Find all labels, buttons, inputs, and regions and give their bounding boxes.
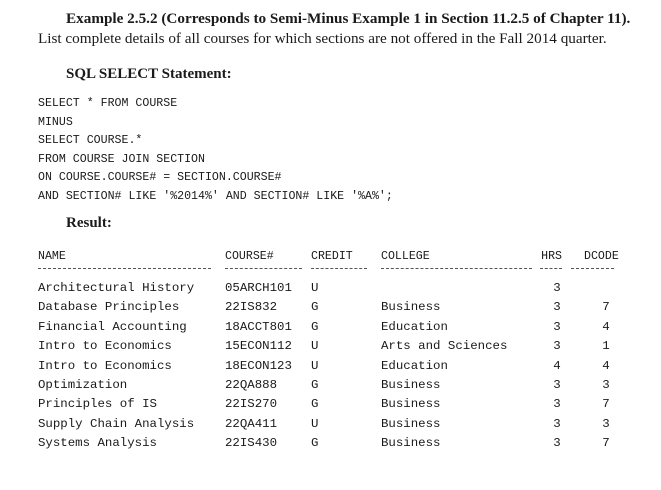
sql-line: SELECT * FROM COURSE (38, 97, 178, 110)
example-title: Example 2.5.2 (Corresponds to Semi-Minus Example 1 in Section 11.2.5 of Chapter 11). (66, 10, 631, 27)
table-cell: 3 (553, 281, 561, 295)
column-header: NAME (38, 250, 66, 263)
table-cell: Intro to Economics (38, 358, 172, 373)
table-cell: 18ECON123 (225, 358, 292, 373)
table-cell: 1 (602, 339, 610, 354)
table-cell: 18ACCT801 (225, 319, 292, 334)
table-cell: G (311, 397, 319, 412)
table-cell: 3 (553, 397, 561, 412)
table-cell: 3 (602, 416, 610, 431)
table-cell: Education (381, 358, 448, 373)
table-cell: 05ARCH101 (225, 281, 292, 295)
table-cell: Financial Accounting (38, 319, 187, 334)
column-header: HRS (541, 250, 562, 263)
table-cell: 4 (553, 358, 561, 373)
table-cell: 22IS270 (225, 397, 278, 412)
table-cell: Optimization (38, 378, 128, 392)
column-divider (311, 268, 367, 269)
table-cell: 22QA411 (225, 416, 278, 431)
table-cell: 22QA888 (225, 378, 278, 392)
table-cell: G (311, 436, 319, 451)
column-divider (38, 268, 211, 269)
column-header: COLLEGE (381, 250, 430, 263)
table-cell: 4 (602, 358, 610, 373)
column-header: CREDIT (311, 250, 353, 263)
table-cell: Arts and Sciences (381, 339, 508, 354)
table-cell: Principles of IS (38, 397, 157, 412)
example-description: List complete details of all courses for which sections are not offered in the Fall 2014 quarter. (38, 29, 607, 47)
sql-label: SQL SELECT Statement: (66, 66, 232, 82)
sql-code-block (38, 95, 393, 207)
table-cell: 22IS832 (225, 300, 278, 315)
column-divider (571, 268, 614, 269)
sql-line: ON COURSE.COURSE# = SECTION.COURSE# (38, 171, 282, 185)
table-cell: U (311, 281, 319, 295)
column-divider (225, 268, 302, 269)
table-cell: 3 (553, 378, 561, 392)
sql-line: FROM COURSE JOIN SECTION (38, 152, 205, 166)
sql-line: MINUS (38, 115, 73, 129)
table-cell: G (311, 300, 319, 315)
table-cell: 4 (602, 319, 610, 334)
table-cell: Systems Analysis (38, 436, 157, 451)
table-cell: 7 (602, 436, 610, 451)
table-cell: G (311, 378, 319, 392)
table-cell: 22IS430 (225, 436, 278, 451)
table-cell: G (311, 319, 319, 334)
table-cell: Business (381, 416, 441, 431)
table-cell: 3 (553, 300, 561, 315)
sql-line: SELECT COURSE.* (38, 134, 143, 148)
table-cell: 7 (602, 397, 610, 412)
column-divider (381, 268, 532, 269)
table-cell: Intro to Economics (38, 339, 172, 354)
table-cell: U (311, 339, 319, 354)
column-divider (540, 268, 562, 269)
table-cell: 3 (553, 319, 561, 334)
column-header: COURSE# (225, 250, 274, 263)
table-cell: Education (381, 319, 448, 334)
sql-line: AND SECTION# LIKE '%2014%' AND SECTION# LIKE '%A%'; (38, 189, 393, 203)
table-cell: 3 (553, 436, 561, 451)
table-cell: 3 (553, 416, 561, 431)
table-cell: 7 (602, 300, 610, 315)
table-cell: Architectural History (38, 281, 195, 295)
table-cell: Supply Chain Analysis (38, 416, 195, 431)
table-cell: Business (381, 397, 441, 412)
table-cell: 15ECON112 (225, 339, 292, 354)
table-cell: Business (381, 378, 441, 392)
table-cell: Business (381, 300, 441, 315)
table-cell: U (311, 358, 319, 373)
result-label: Result: (66, 215, 112, 231)
intro-paragraph (38, 9, 643, 48)
table-cell: 3 (553, 339, 561, 354)
table-cell: 3 (602, 378, 610, 392)
table-cell: Business (381, 436, 441, 451)
table-cell: U (311, 416, 319, 431)
table-cell: Database Principles (38, 300, 180, 315)
column-header: DCODE (584, 250, 619, 263)
